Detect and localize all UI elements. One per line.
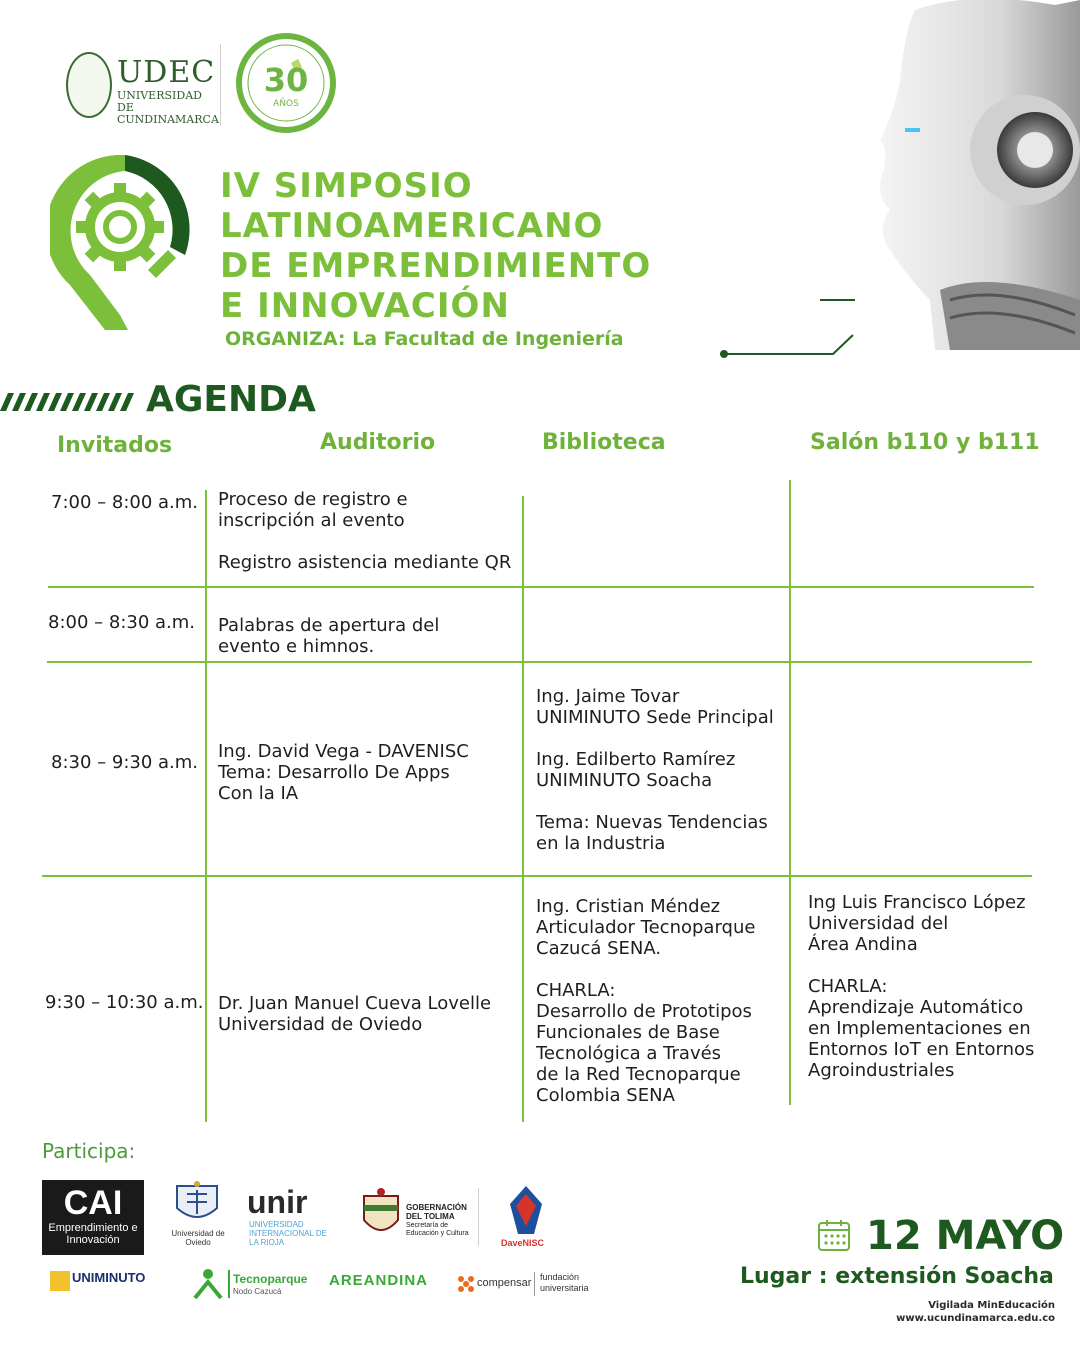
header-divider — [220, 44, 221, 126]
unir-logo-subtitle: UNIVERSIDAD INTERNACIONAL DE LA RIOJA — [249, 1220, 327, 1247]
cai-logo-text: CAI — [63, 1184, 123, 1222]
uniminuto-logo-icon — [50, 1271, 70, 1291]
header-biblioteca: Biblioteca — [542, 430, 666, 455]
udec-logo-text: UDEC — [117, 55, 216, 90]
lightbulb-gear-icon — [50, 155, 190, 340]
tolima-crest-icon — [358, 1186, 404, 1242]
event-date: 12 MAYO — [866, 1213, 1065, 1259]
row1-time: 7:00 – 8:00 a.m. — [51, 492, 199, 513]
grid-line-h1 — [48, 586, 1034, 588]
grid-line-v3 — [789, 480, 791, 1105]
row3-auditorio: Ing. David Vega - DAVENISC Tema: Desarrollo De Apps Con la IA — [218, 741, 469, 804]
header-salon: Salón b110 y b111 — [810, 430, 1040, 455]
grid-line-h3 — [42, 875, 1032, 877]
vigilada-text: Vigilada MinEducación — [928, 1300, 1055, 1311]
areandina-logo-text: AREANDINA — [329, 1272, 428, 1289]
row3-time: 8:30 – 9:30 a.m. — [51, 752, 199, 773]
oviedo-crest-icon — [167, 1180, 227, 1228]
header-auditorio: Auditorio — [320, 430, 436, 455]
title-line-3: DE EMPRENDIMIENTO — [220, 246, 652, 286]
row4-auditorio: Dr. Juan Manuel Cueva Lovelle Universidad de Oviedo — [218, 993, 492, 1035]
oviedo-logo-text: Universidad de Oviedo — [171, 1229, 225, 1247]
row4-salon: Ing Luis Francisco López Universidad del Área Andina CHARLA: Aprendizaje Automático en Implementaciones en Entornos IoT en Entornos Agroindustriales — [808, 892, 1035, 1081]
row2-time: 8:00 – 8:30 a.m. — [48, 612, 196, 633]
compensar-logo-icon — [456, 1274, 476, 1294]
udec-logo-subtitle: UNIVERSIDAD DE CUNDINAMARCA — [117, 89, 219, 126]
robot-head-image — [820, 0, 1080, 350]
calendar-icon — [817, 1218, 851, 1252]
sponsor-divider — [478, 1188, 479, 1246]
title-line-4: E INNOVACIÓN — [220, 286, 510, 326]
header-invitados: Invitados — [57, 433, 173, 458]
uniminuto-logo-text: UNIMINUTO — [72, 1270, 146, 1285]
sena-logo-icon — [193, 1268, 223, 1300]
website-link[interactable]: www.ucundinamarca.edu.co — [896, 1313, 1055, 1324]
row2-auditorio: Palabras de apertura del evento e himnos. — [218, 615, 440, 657]
davenisc-logo-icon — [508, 1186, 544, 1238]
tolima-logo-subtitle: Secretaría de Educación y Cultura — [406, 1222, 469, 1237]
tecnoparque-divider — [228, 1270, 230, 1298]
agenda-title: AGENDA — [146, 379, 316, 420]
unir-logo-text: unir — [247, 1184, 308, 1220]
cai-logo-subtitle: Emprendimiento e Innovación — [48, 1222, 138, 1246]
anniversary-number: 30 — [263, 61, 309, 99]
anniversary-word: AÑOS — [273, 99, 299, 109]
cai-logo — [42, 1180, 144, 1255]
grid-line-v1 — [205, 490, 207, 1122]
vigilada-block — [860, 1299, 1055, 1325]
row4-biblioteca: Ing. Cristian Méndez Articulador Tecnoparque Cazucá SENA. CHARLA: Desarrollo de Prototipos Funcionales de Base Tecnológica a Través de la Red Tecnoparque Colombia SENA — [536, 896, 756, 1106]
grid-line-v2 — [522, 496, 524, 1122]
circuit-line-decoration — [718, 295, 858, 361]
udec-seal-logo — [66, 52, 112, 118]
tecnoparque-logo-text: Tecnoparque — [233, 1272, 308, 1286]
title-line-1: IV SIMPOSIO — [220, 166, 473, 206]
row1-auditorio: Proceso de registro e inscripción al evento Registro asistencia mediante QR — [218, 489, 512, 573]
stripes-decoration — [0, 393, 135, 411]
davenisc-logo-text: DaveNISC — [501, 1238, 545, 1248]
tolima-logo-text: GOBERNACIÓN DEL TOLIMA — [406, 1203, 467, 1221]
participa-label: Participa: — [42, 1139, 136, 1163]
event-location: Lugar : extensión Soacha — [740, 1264, 1054, 1289]
row3-biblioteca: Ing. Jaime Tovar UNIMINUTO Sede Principal Ing. Edilberto Ramírez UNIMINUTO Soacha Tema: Nuevas Tendencias en la Industria — [536, 686, 774, 854]
organizer-text: ORGANIZA: La Facultad de Ingeniería — [225, 328, 624, 350]
compensar-logo-subtitle: fundación universitaria — [540, 1272, 589, 1293]
compensar-logo-text: compensar — [477, 1277, 532, 1289]
title-line-2: LATINOAMERICANO — [220, 206, 604, 246]
compensar-divider — [534, 1272, 535, 1296]
grid-line-h2 — [47, 661, 1032, 663]
tecnoparque-logo-subtitle: Nodo Cazucá — [233, 1287, 282, 1296]
row4-time: 9:30 – 10:30 a.m. — [45, 992, 204, 1013]
